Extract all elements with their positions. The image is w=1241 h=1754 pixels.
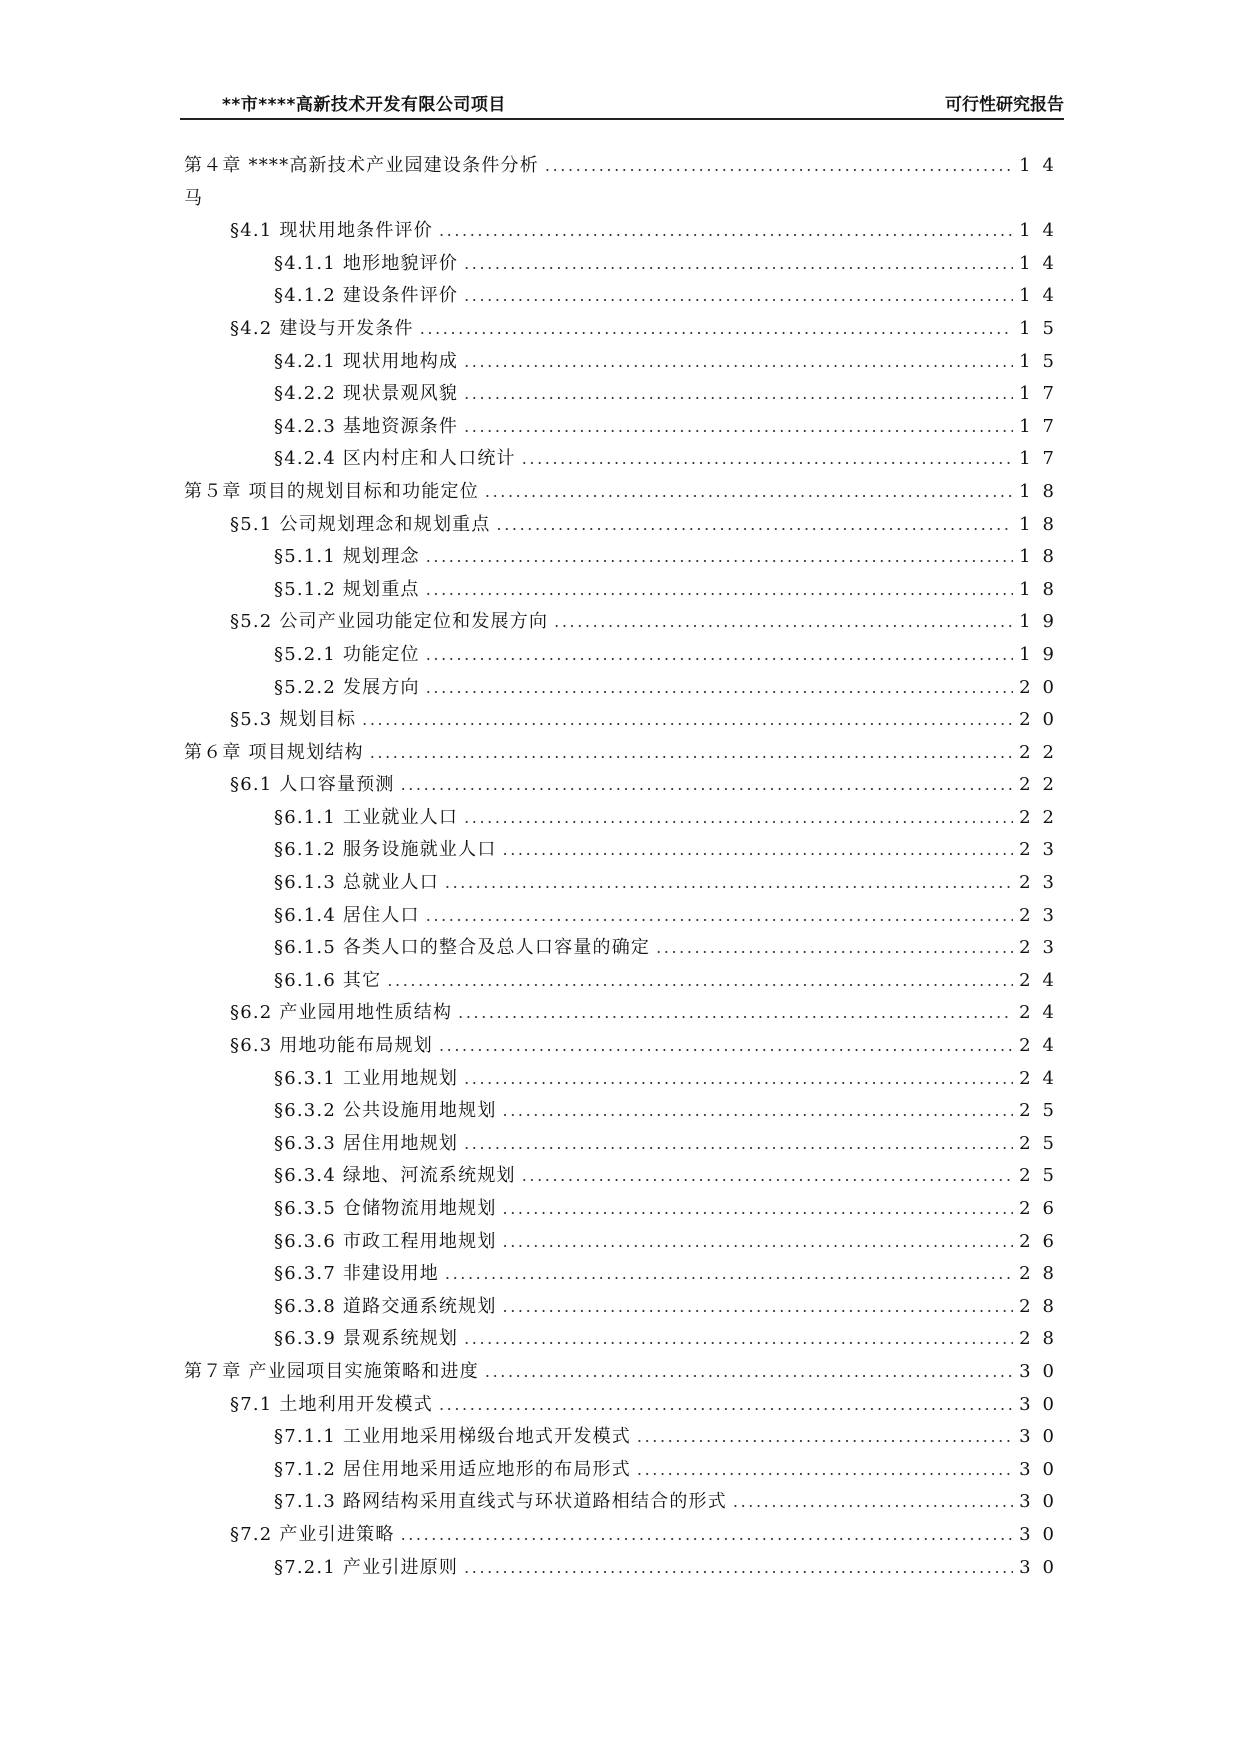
dot-leader (637, 1454, 1013, 1487)
toc-entry-title: §6.1.1 工业就业人口 (274, 806, 459, 828)
toc-entry[interactable] (184, 1486, 1066, 1519)
dot-leader (522, 443, 1013, 476)
toc-entry-page-number: 14 (1019, 220, 1066, 242)
toc-entry[interactable] (184, 1226, 1066, 1259)
toc-entry-page-number: 14 (1019, 285, 1066, 307)
toc-entry[interactable] (184, 150, 1066, 215)
toc-entry-title: §4.1 现状用地条件评价 (230, 220, 433, 242)
toc-entry-page-number: 24 (1019, 1035, 1066, 1057)
toc-entry[interactable] (184, 932, 1066, 965)
toc-entry-page-number: 22 (1019, 774, 1066, 796)
toc-entry-title: §6.1.5 各类人口的整合及总人口容量的确定 (274, 937, 651, 959)
toc-entry-page-number: 18 (1019, 578, 1066, 600)
toc-entry[interactable] (184, 346, 1066, 379)
toc-entry-title: §5.1.2 规划重点 (274, 578, 420, 600)
dot-leader (426, 639, 1013, 672)
toc-entry-page-number: 23 (1019, 872, 1066, 894)
dot-leader (401, 769, 1014, 802)
toc-entry-title: §6.2 产业园用地性质结构 (230, 1002, 453, 1024)
dot-leader (503, 1226, 1014, 1259)
dot-leader (485, 476, 1013, 509)
toc-entry-title: 第４章 ****高新技术产业园建设条件分析 (184, 155, 539, 176)
document-title: **市****高新技术开发有限公司项目 (222, 95, 506, 115)
toc-entry-page-number: 25 (1019, 1100, 1066, 1122)
dot-leader (464, 1063, 1013, 1096)
dot-leader (464, 1552, 1013, 1585)
toc-entry-page-number: 24 (1019, 1002, 1066, 1024)
toc-entry-title: §7.1 土地利用开发模式 (230, 1393, 433, 1415)
toc-entry[interactable] (184, 1160, 1066, 1193)
toc-entry[interactable] (184, 834, 1066, 867)
toc-entry-title: §5.2.2 发展方向 (274, 676, 420, 698)
dot-leader (637, 1421, 1013, 1454)
toc-entry[interactable] (184, 900, 1066, 933)
toc-entry-page-number: 30 (1019, 1523, 1066, 1545)
dot-leader (503, 1095, 1014, 1128)
toc-entry-title: §6.3.8 道路交通系统规划 (274, 1295, 497, 1317)
toc-entry[interactable] (184, 476, 1066, 509)
toc-entry[interactable] (184, 1063, 1066, 1096)
dot-leader (464, 1128, 1013, 1161)
toc-entry-title: §4.2 建设与开发条件 (230, 317, 414, 339)
dot-leader (426, 672, 1013, 705)
toc-entry-title: §4.1.2 建设条件评价 (274, 285, 459, 307)
dot-leader (464, 411, 1013, 444)
toc-entry-title: §5.2.1 功能定位 (274, 643, 420, 665)
toc-entry-title: §7.2.1 产业引进原则 (274, 1556, 459, 1578)
toc-entry-page-number: 25 (1019, 1132, 1066, 1154)
toc-entry[interactable] (184, 248, 1066, 281)
toc-entry-title: §6.3.5 仓储物流用地规划 (274, 1198, 497, 1219)
toc-entry-page-number: 24 (1019, 1067, 1066, 1089)
dot-leader (420, 313, 1013, 346)
dot-leader (522, 1160, 1013, 1193)
toc-entry-page-number: 28 (1019, 1263, 1066, 1285)
dot-leader (370, 737, 1013, 770)
toc-entry[interactable] (184, 639, 1066, 672)
toc-entry-title: §6.3.9 景观系统规划 (274, 1328, 459, 1350)
toc-entry-page-number: 17 (1019, 448, 1066, 470)
toc-entry[interactable] (184, 1193, 1066, 1226)
dot-leader (464, 802, 1013, 835)
toc-entry[interactable] (184, 1552, 1066, 1585)
toc-entry-page-number: 18 (1019, 546, 1066, 568)
toc-entry-title: §6.1.2 服务设施就业人口 (274, 839, 497, 861)
toc-entry[interactable] (184, 1258, 1066, 1291)
toc-entry-page-number: 28 (1019, 1295, 1066, 1317)
toc-entry-page-number: 30 (1019, 1393, 1066, 1415)
dot-leader (464, 280, 1013, 313)
toc-entry[interactable] (184, 1128, 1066, 1161)
dot-leader (503, 834, 1014, 867)
dot-leader (733, 1486, 1013, 1519)
toc-entry-title: §6.3.1 工业用地规划 (274, 1067, 459, 1089)
toc-entry[interactable] (184, 704, 1066, 737)
toc-entry[interactable] (184, 769, 1066, 802)
toc-entry-page-number: 17 (1019, 383, 1066, 405)
toc-entry-page-number: 19 (1019, 643, 1066, 665)
toc-entry-title: §5.1 公司规划理念和规划重点 (230, 513, 491, 535)
toc-entry-title: §6.1.6 其它 (274, 969, 382, 991)
toc-entry-title: §7.1.2 居住用地采用适应地形的布局形式 (274, 1458, 631, 1480)
dot-leader (401, 1519, 1014, 1552)
toc-entry-title: 第５章 项目的规划目标和功能定位 (184, 480, 479, 502)
dot-leader (464, 248, 1013, 281)
dot-leader (503, 1291, 1014, 1324)
dot-leader (464, 346, 1013, 379)
dot-leader (656, 932, 1013, 965)
dot-leader (439, 1389, 1013, 1422)
toc-entry-title: §7.1.3 路网结构采用直线式与环状道路相结合的形式 (274, 1491, 727, 1513)
toc-entry-page-number: 30 (1019, 1458, 1066, 1480)
toc-entry[interactable] (184, 1454, 1066, 1487)
toc-entry-title: §6.3.7 非建设用地 (274, 1263, 439, 1285)
page-header (180, 86, 1064, 120)
toc-entry-title: §6.1.3 总就业人口 (274, 872, 439, 894)
toc-entry-page-number: 15 (1019, 317, 1066, 339)
dot-leader (445, 1258, 1013, 1291)
toc-entry[interactable] (184, 1095, 1066, 1128)
toc-entry[interactable] (184, 313, 1066, 346)
toc-entry[interactable] (184, 672, 1066, 705)
dot-leader (497, 509, 1014, 542)
toc-entry-page-number: 24 (1019, 969, 1066, 991)
toc-entry-continuation: 马 (184, 187, 204, 209)
table-of-contents (184, 150, 1066, 1584)
toc-entry[interactable] (184, 509, 1066, 542)
dot-leader (464, 1323, 1013, 1356)
toc-entry-title: §6.3.4 绿地、河流系统规划 (274, 1165, 516, 1187)
toc-entry[interactable] (184, 574, 1066, 607)
dot-leader (458, 997, 1013, 1030)
toc-entry-title: §5.2 公司产业园功能定位和发展方向 (230, 611, 549, 633)
toc-entry-title: §4.2.4 区内村庄和人口统计 (274, 448, 516, 470)
toc-entry-page-number: 30 (1019, 1491, 1066, 1513)
dot-leader (426, 574, 1013, 607)
toc-entry-title: §6.3 用地功能布局规划 (230, 1035, 433, 1057)
toc-entry-page-number: 18 (1019, 480, 1066, 502)
toc-entry-title: §5.3 规划目标 (230, 709, 357, 731)
toc-entry[interactable] (184, 411, 1066, 444)
toc-entry[interactable] (184, 215, 1066, 248)
toc-entry[interactable] (184, 1519, 1066, 1552)
dot-leader (439, 215, 1013, 248)
toc-entry-title: §7.2 产业引进策略 (230, 1523, 395, 1545)
toc-entry-page-number: 25 (1019, 1165, 1066, 1187)
toc-entry-title: §7.1.1 工业用地采用梯级台地式开发模式 (274, 1426, 631, 1448)
toc-entry-title: §6.1 人口容量预测 (230, 774, 395, 796)
toc-entry-title: §5.1.1 规划理念 (274, 546, 420, 568)
toc-entry[interactable] (184, 1356, 1066, 1389)
dot-leader (545, 150, 1013, 183)
toc-entry-page-number: 20 (1019, 676, 1066, 698)
dot-leader (426, 541, 1013, 574)
toc-entry-page-number: 17 (1019, 415, 1066, 437)
toc-entry[interactable] (184, 1291, 1066, 1324)
toc-entry-title: §4.2.2 现状景观风貌 (274, 383, 459, 405)
toc-entry[interactable] (184, 1421, 1066, 1454)
toc-entry-title: §6.3.2 公共设施用地规划 (274, 1100, 497, 1122)
toc-entry[interactable] (184, 997, 1066, 1030)
dot-leader (426, 900, 1013, 933)
toc-entry-page-number: 15 (1019, 350, 1066, 372)
toc-entry-page-number: 14 (1019, 252, 1066, 274)
dot-leader (464, 378, 1013, 411)
toc-entry-page-number: 30 (1019, 1360, 1066, 1382)
dot-leader (387, 965, 1013, 998)
toc-entry-page-number: 28 (1019, 1328, 1066, 1350)
toc-entry-page-number: 18 (1019, 513, 1066, 535)
toc-entry-page-number: 23 (1019, 904, 1066, 926)
toc-entry-page-number: 23 (1019, 937, 1066, 959)
toc-entry-title: §6.3.3 居住用地规划 (274, 1132, 459, 1154)
toc-entry-page-number: 14 (1019, 155, 1066, 176)
toc-entry-title: 第６章 项目规划结构 (184, 741, 364, 763)
toc-entry[interactable] (184, 965, 1066, 998)
toc-entry-page-number: 20 (1019, 709, 1066, 731)
toc-entry[interactable] (184, 1389, 1066, 1422)
dot-leader (554, 606, 1013, 639)
toc-entry-title: §4.2.3 基地资源条件 (274, 415, 459, 437)
toc-entry-page-number: 23 (1019, 839, 1066, 861)
toc-entry[interactable] (184, 443, 1066, 476)
toc-entry[interactable] (184, 541, 1066, 574)
toc-entry[interactable] (184, 1323, 1066, 1356)
toc-entry-page-number: 22 (1019, 741, 1066, 763)
toc-entry-title: §4.2.1 现状用地构成 (274, 350, 459, 372)
toc-entry-page-number: 30 (1019, 1556, 1066, 1578)
toc-entry[interactable] (184, 606, 1066, 639)
toc-entry[interactable] (184, 737, 1066, 770)
toc-entry-title: 第７章 产业园项目实施策略和进度 (184, 1360, 479, 1382)
toc-entry[interactable] (184, 1030, 1066, 1063)
dot-leader (503, 1193, 1014, 1226)
toc-entry-title: §4.1.1 地形地貌评价 (274, 252, 459, 274)
toc-entry-page-number: 22 (1019, 806, 1066, 828)
toc-entry-page-number: 19 (1019, 611, 1066, 633)
dot-leader (445, 867, 1013, 900)
toc-entry[interactable] (184, 378, 1066, 411)
toc-entry[interactable] (184, 867, 1066, 900)
toc-entry-page-number: 26 (1019, 1198, 1066, 1219)
dot-leader (362, 704, 1013, 737)
dot-leader (485, 1356, 1013, 1389)
dot-leader (439, 1030, 1013, 1063)
report-type: 可行性研究报告 (945, 95, 1064, 115)
toc-entry-page-number: 30 (1019, 1426, 1066, 1448)
toc-entry-title: §6.3.6 市政工程用地规划 (274, 1230, 497, 1252)
toc-entry[interactable] (184, 280, 1066, 313)
toc-entry-page-number: 26 (1019, 1230, 1066, 1252)
toc-entry-title: §6.1.4 居住人口 (274, 904, 420, 926)
toc-entry[interactable] (184, 802, 1066, 835)
